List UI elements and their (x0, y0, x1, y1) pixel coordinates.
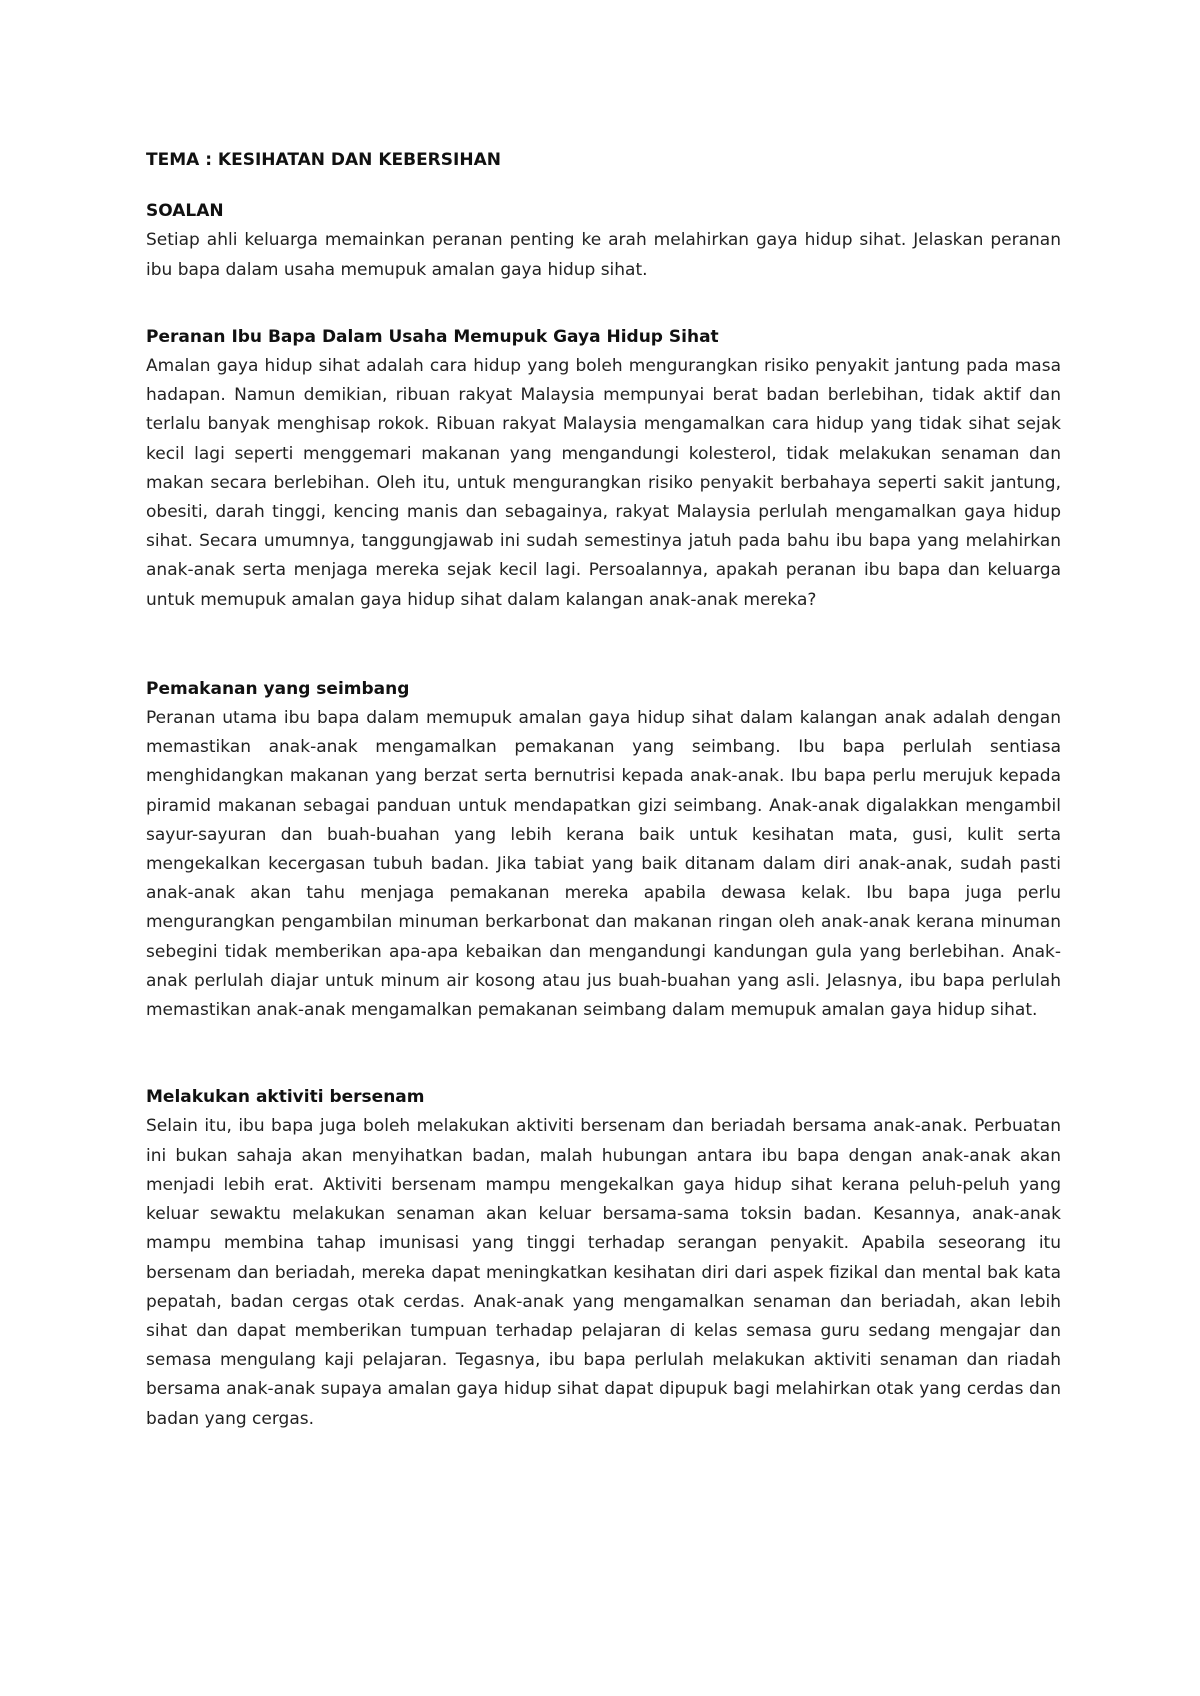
section-body: Selain itu, ibu bapa juga boleh melakukan aktiviti bersenam dan beriadah bersama anak-anak. Perbuatan ini bukan sahaja akan menyihatkan badan, malah hubungan antara ibu bapa dengan anak-anak akan menjadi lebih erat. Aktiviti bersenam mampu mengekalkan gaya hidup sihat kerana peluh-peluh yang keluar sewaktu melakukan senaman akan keluar bersama-sama toksin badan. Kesannya, anak-anak mampu membina tahap imunisasi yang tinggi terhadap serangan penyakit. Apabila seseorang itu bersenam dan beriadah, mereka dapat meningkatkan kesihatan diri dari aspek fizikal dan mental bak kata pepatah, badan cergas otak cerdas. Anak-anak yang mengamalkan senaman dan beriadah, akan lebih sihat dan dapat memberikan tumpuan terhadap pelajaran di kelas semasa guru sedang mengajar dan semasa mengulang kaji pelajaran. Tegasnya, ibu bapa perlulah melakukan aktiviti senaman dan riadah bersama anak-anak supaya amalan gaya hidup sihat dapat dipupuk bagi melahirkan otak yang cerdas dan badan yang cergas. (146, 1116, 1061, 1429)
section-title: Melakukan aktiviti bersenam (146, 1087, 425, 1108)
section-balanced-diet (146, 675, 1061, 1025)
section-body: Peranan utama ibu bapa dalam memupuk amalan gaya hidup sihat dalam kalangan anak adalah dengan memastikan anak-anak mengamalkan pemakanan yang seimbang. Ibu bapa perlulah sentiasa menghidangkan makanan yang berzat serta bernutrisi kepada anak-anak. Ibu bapa perlu merujuk kepada piramid makanan sebagai panduan untuk mendapatkan gizi seimbang. Anak-anak digalakkan mengambil sayur-sayuran dan buah-buahan yang lebih kerana baik untuk kesihatan mata, gusi, kulit serta mengekalkan kecergasan tubuh badan. Jika tabiat yang baik ditanam dalam diri anak-anak, sudah pasti anak-anak akan tahu menjaga pemakanan mereka apabila dewasa kelak. Ibu bapa juga perlu mengurangkan pengambilan minuman berkarbonat dan makanan ringan oleh anak-anak kerana minuman sebegini tidak memberikan apa-apa kebaikan dan mengandungi kandungan gula yang berlebihan. Anak-anak perlulah diajar untuk minum air kosong atau jus buah-buahan yang asli. Jelasnya, ibu bapa perlulah memastikan anak-anak mengamalkan pemakanan seimbang dalam memupuk amalan gaya hidup sihat. (146, 708, 1061, 1021)
section-title: Peranan Ibu Bapa Dalam Usaha Memupuk Gaya Hidup Sihat (146, 326, 719, 347)
section-body: Amalan gaya hidup sihat adalah cara hidup yang boleh mengurangkan risiko penyakit jantung pada masa hadapan. Namun demikian, ribuan rakyat Malaysia mempunyai berat badan berlebihan, tidak aktif dan terlalu banyak menghisap rokok. Ribuan rakyat Malaysia mengamalkan cara hidup yang tidak sihat sejak kecil lagi seperti menggemari makanan yang mengandungi kolesterol, tidak melakukan senaman dan makan secara berlebihan. Oleh itu, untuk mengurangkan risiko penyakit berbahaya seperti sakit jantung, obesiti, darah tinggi, kencing manis dan sebagainya, rakyat Malaysia perlulah mengamalkan gaya hidup sihat. Secara umumnya, tanggungjawab ini sudah semestinya jatuh pada bahu ibu bapa yang melahirkan anak-anak serta menjaga mereka sejak kecil lagi. Persoalannya, apakah peranan ibu bapa dan keluarga untuk memupuk amalan gaya hidup sihat dalam kalangan anak-anak mereka? (146, 356, 1061, 610)
document-page (146, 146, 1061, 1434)
section-exercise (146, 1083, 1061, 1433)
question-label: SOALAN (146, 201, 224, 222)
section-introduction (146, 323, 1061, 615)
theme-title: TEMA : KESIHATAN DAN KEBERSIHAN (146, 150, 501, 170)
section-title: Pemakanan yang seimbang (146, 678, 410, 699)
question-text: Setiap ahli keluarga memainkan peranan penting ke arah melahirkan gaya hidup sihat. Jelaskan peranan ibu bapa dalam usaha memupuk amalan gaya hidup sihat. (146, 230, 1061, 280)
